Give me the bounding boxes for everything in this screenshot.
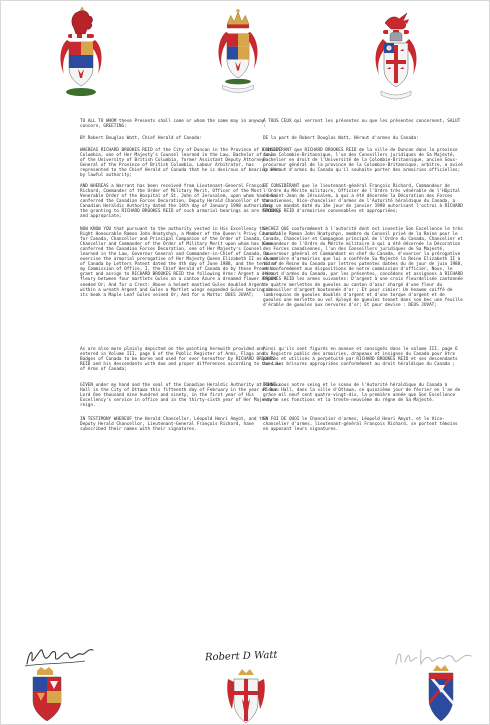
- chief-herald-arms-crest-icon: [58, 6, 104, 104]
- french-salutation: À TOUS CEUX qui verront les présentes ou que les présentes concernent, SALUT :: [263, 119, 461, 130]
- english-register-clause: As are also more plainly depicted on the painting herewith provided and entered in Volume III, page 6 of the Public Register of Arms, Flags and Badges of Canada to be borne and used for ever hereafter by RICHARD BROOKES REID and his descendants with due and proper differences according to the Law of Arms of Canada;: [80, 347, 280, 373]
- english-whereas-clause: WHEREAS RICHARD BROOKES REID of the City of Duncan in the Province of British Columbia, one of Her Majesty's Counsel learned in the Law, Bachelor of Laws of the University of British Columbia, former Assistant Deputy Attorney-General of the Province of British Columbia, Labour Arbitrator, has represented to the Chief Herald of Canada that he is desirous of bearing arms by lawful authority;: [80, 148, 280, 179]
- french-registre-clause: Ainsi qu'ils sont figurés en annexe et consignés dans le volume III, page 6 du Registre public des armoiries, drapeaux et insignes du Canada pour être portés et utilisés à perpétuité par RICHARD BROOKES REID et ses descendants avec les brisures appropriées conformément au droit héraldique du Canada ;: [263, 347, 458, 368]
- royal-arms-crown-icon: [215, 4, 261, 104]
- english-given-clause: GIVEN under my hand and the seal of the Canadian Heraldic Authority at Rideau Hall in the City of Ottawa this fifteenth day of February in the year of Our Lord One thousand nine hundred and ninety, in the first year of His Excellency's service in office and in the thirty-sixth year of Her Majesty's reign.: [80, 383, 280, 409]
- english-testimony-clause: IN TESTIMONY WHEREOF the Herald Chancellor, Léopold Henri Amyot, and the Deputy Herald Chancellor, Lieutenant-General François Richard, have subscribed their names with their signatures.: [80, 417, 267, 433]
- french-considerant-clause: CONSIDÉRANT que RICHARD BROOKES REID de la ville de Duncan dans la province de la Colombie-Britannique, l'un des Conseillers juridiques de Sa Majesté, Bachelier en droit de l'Université de la Colombie-Britannique, ancien Sous-procureur général de la province de la Colombie-Britannique, arbitre, a avisé le Héraut d'armes du Canada qu'il souhaite porter des armoiries officielles;: [263, 148, 463, 174]
- herald-chancellor-arms-icon: [27, 667, 67, 723]
- french-foi-clause: EN FOI DE QUOI le Chancelier d'armes, Léopold Henri Amyot, et le Vice-chancelier d'armes, lieutenant-général François Richard, se portent témoins en apposant leurs signatures.: [263, 417, 458, 433]
- herald-chancellor-signature: [23, 644, 103, 668]
- english-grant-clause: NOW KNOW YOU that pursuant to the authority vested in His Excellency the Right Honourable Ramon John Hnatyshyn, a Member of the Queen's Privy Council for Canada, Chancellor and Principal Companion of the Order of Canada, Chancellor and Commander of the Order of Military Merit upon whom has been conferred the Canadian Forces Decoration, one of Her Majesty's Counsel learned in the Law, Governor General and Commander-in-Chief of Canada, to exercise the armorial prerogative of Her Majesty Queen Elizabeth II as Queen of Canada by Letters Patent dated the 4th day of June 1988, and the terms of my Commission of Office, I, the Chief Herald of Canada do by these Presents grant and assign to RICHARD BROOKES REID the following Arms: Argent a cross fleury between four martlets Gules on a canton Azure a dreamed flower Argent seeded Or; And for a Crest: Above a helmet mantled Gules doubled Argent within a wreath Argent and Gules a Martlet wings expanded Gules bearing in its beak a Maple Leaf Gules veined Or; And for a Motto: DOES JUVAT;: [80, 227, 278, 298]
- french-donne-clause: DONNÉ sous notre seing et le sceau de l'Autorité héraldique du Canada à Rideau Hall, dans la ville d'Ottawa, ce quinzième jour de février en l'an de grâce mil neuf cent quatre-vingt-dix, la première année que Son Excellence exerce ses fonctions et la trente-neuvième du règne de Sa Majesté.: [263, 383, 461, 404]
- deputy-chancellor-arms-icon: [421, 665, 461, 723]
- english-salutation: TO ALL TO WHOM these Presents shall come or whom the same may in anyway concern, GREETING:: [80, 119, 265, 130]
- english-grantor: BY Robert Douglas Watt, Chief Herald of Canada:: [80, 136, 202, 141]
- english-warrant-clause: AND WHEREAS a Warrant has been received from Lieutenant-General François Richard, Commander of the Order of Military Merit, Officer of the Most Venerable Order of the Hospital of St. John of Jerusalem, upon whom has been conferred the Canadian Forces Decoration, Deputy Herald Chancellor of the Canadian Heraldic Authority dated the 14th day of January 1998 authorizing the granting to RICHARD BROOKES REID of such armorial bearings as are fitting and appropriate;: [80, 184, 280, 220]
- chief-herald-arms-icon: [226, 669, 266, 725]
- french-mandat-clause: ET CONSIDÉRANT que le lieutenant-général François Richard, Commandeur de l'Ordre du Mérite militaire, Officier de l'Ordre très vénérable de l'Hôpital de Saint-Jean de Jérusalem, à qui a été décernée la Décoration des Forces canadiennes, Vice-chancelier d'armes de l'Autorité héraldique du Canada, a émis un mandat daté du 14e jour de janvier 1998 autorisant l'octroi à RICHARD BROOKES REID d'armoiries convenables et appropriées;: [263, 184, 463, 215]
- french-grantor: DE la part de Robert Douglas Watt, Héraut d'armes du Canada:: [263, 136, 419, 141]
- french-concession-clause: SACHEZ QUE conformément à l'autorité dont est investie Son Excellence le très honorable Ramon John Hnatyshyn, membre du Conseil privé de la Reine pour le Canada, Chancelier et Compagnon principal de l'Ordre du Canada, Chancelier et Commandeur de l'Ordre du Mérite militaire à qui a été décernée la Décoration des Forces canadiennes, l'un des Conseillers juridiques de Sa Majesté, Gouverneur général et Commandant en chef du Canada, d'exercer la prérogative en matière d'armoiries que lui a conférée Sa Majesté la Reine Elizabeth II à titre de Reine du Canada par lettres patentes datées du 4e jour de juin 1988, et conformément aux dispositions de notre commission d'officier, Nous, le Héraut d'armes du Canada, par les présentes, concédons et assignons à RICHARD BROOKES REID les armes suivantes: D'argent à une croix fleurdelisée cantonnée de quatre merlettes de gueules au canton d'azur chargé d'une fleur du cornouiller d'argent boutonnée d'or ; Et pour cimier: Un heaume coiffé de lambrequins de gueules doublés d'argent et d'une torque d'argent et de gueules une merlette au vol éployé de gueules tenant dans son bec une feuille d'érable de gueules aux nervures d'or; Et pour devise : DEUS JUVAT;: [263, 227, 463, 308]
- reid-arms-martlet-crest-icon: [373, 7, 419, 105]
- chief-herald-signature: Robert D Watt: [204, 649, 278, 664]
